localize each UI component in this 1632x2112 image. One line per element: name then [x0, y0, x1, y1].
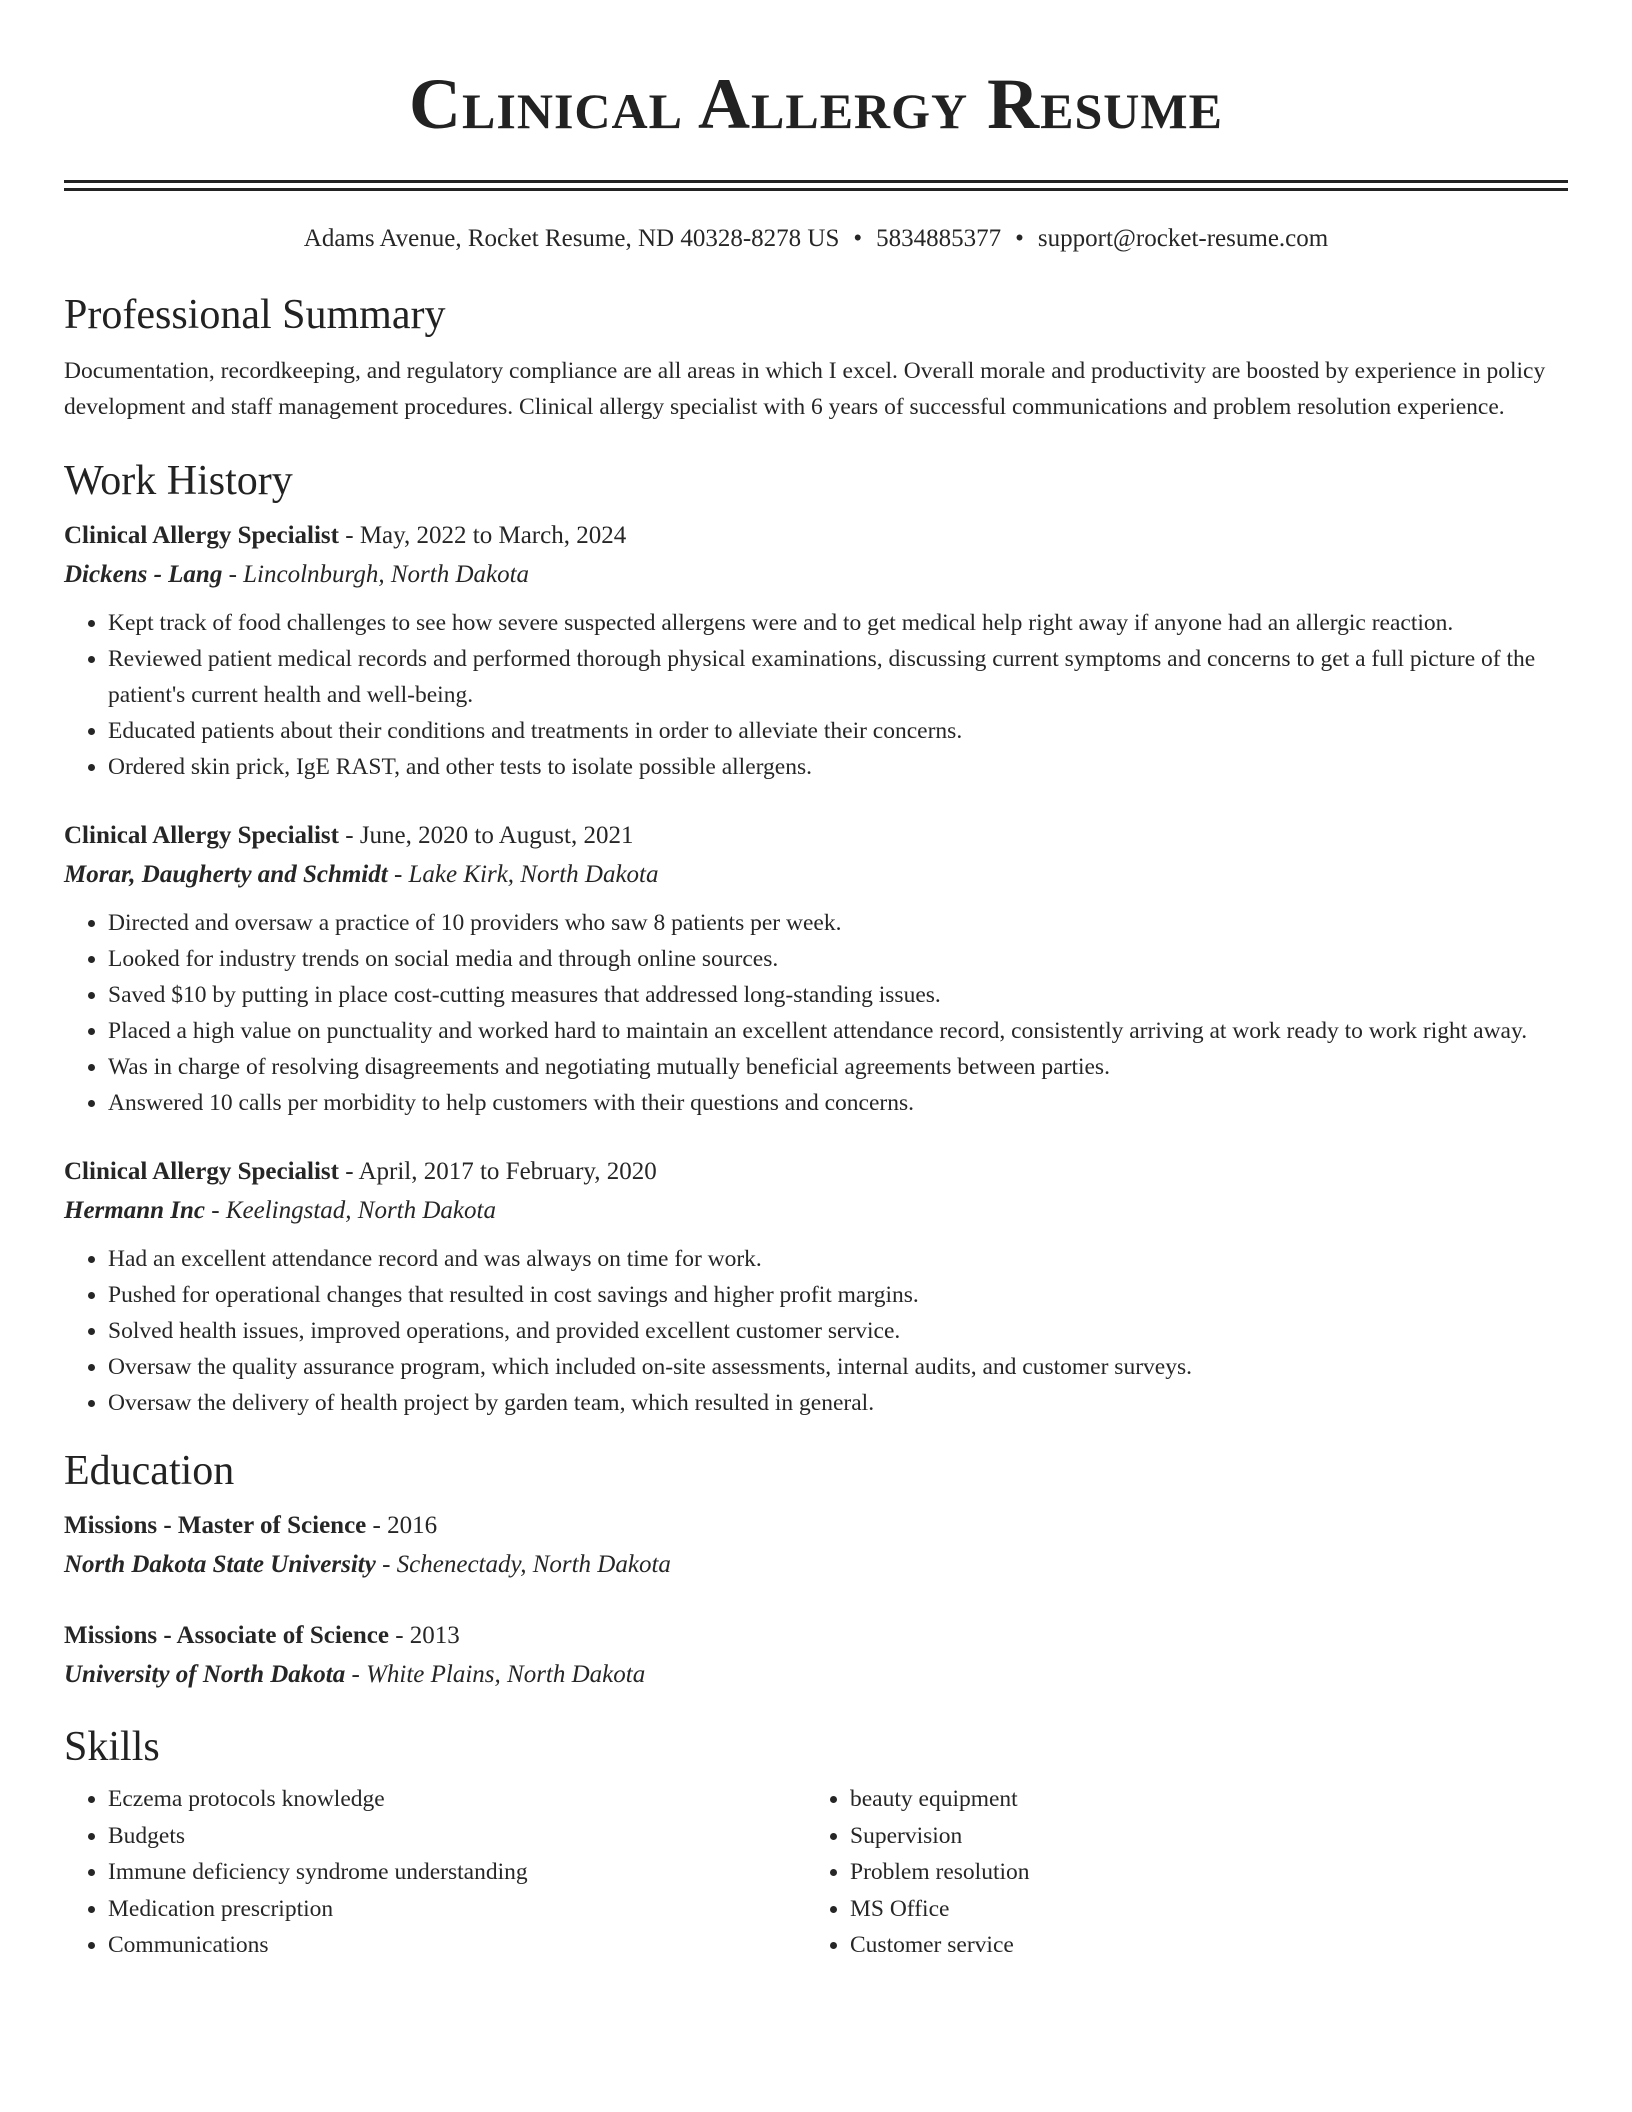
- education-entry: [64, 1617, 1568, 1695]
- contact-separator: •: [853, 225, 863, 252]
- summary-section: [64, 287, 1568, 425]
- list-item: • Had an excellent attendance record and was always on time for work.: [108, 1241, 1568, 1277]
- list-item: • Customer service: [850, 1927, 1548, 1964]
- job-entry: [64, 817, 1568, 1121]
- skills-list-left: [64, 1781, 806, 1964]
- job-dates: - April, 2017 to February, 2020: [339, 1158, 657, 1185]
- skills-heading: Skills: [64, 1724, 160, 1770]
- list-item: • Budgets: [108, 1818, 806, 1855]
- education-heading: Education: [64, 1448, 235, 1494]
- list-item: • Problem resolution: [850, 1854, 1548, 1891]
- degree-year: - 2016: [366, 1512, 438, 1539]
- list-item: • Medication prescription: [108, 1891, 806, 1928]
- list-item: • Looked for industry trends on social media and through online sources.: [108, 941, 1568, 977]
- list-item: • Eczema protocols knowledge: [108, 1781, 806, 1818]
- work-history-section: [64, 453, 1568, 1421]
- job-title-line: [64, 1153, 1568, 1191]
- list-item: • Oversaw the quality assurance program, which included on-site assessments, internal audits, and customer surveys.: [108, 1349, 1568, 1385]
- job-title: Clinical Allergy Specialist: [64, 522, 339, 549]
- list-item: • Answered 10 calls per morbidity to help customers with their questions and concerns.: [108, 1085, 1568, 1121]
- resume-title: Clinical Allergy Resume: [409, 64, 1223, 144]
- job-title-line: [64, 517, 1568, 555]
- job-dates: - June, 2020 to August, 2021: [339, 822, 634, 849]
- list-item: • Oversaw the delivery of health project by garden team, which resulted in general.: [108, 1385, 1568, 1421]
- degree: Missions - Associate of Science: [64, 1622, 389, 1649]
- title-double-rule: [64, 180, 1568, 191]
- summary-heading: Professional Summary: [64, 292, 446, 338]
- job-company-line: [64, 555, 1568, 595]
- list-item: • Ordered skin prick, IgE RAST, and other tests to isolate possible allergens.: [108, 749, 1568, 785]
- contact-line: [64, 221, 1568, 257]
- job-title: Clinical Allergy Specialist: [64, 1158, 339, 1185]
- school-location: - White Plains, North Dakota: [345, 1661, 646, 1688]
- degree-year: - 2013: [388, 1622, 460, 1649]
- education-section: [64, 1443, 1568, 1695]
- list-item: • Supervision: [850, 1818, 1548, 1855]
- job-dates: - May, 2022 to March, 2024: [339, 522, 627, 549]
- job-location: - Keelingstad, North Dakota: [205, 1197, 496, 1224]
- list-item: • Immune deficiency syndrome understanding: [108, 1854, 806, 1891]
- school-location: - Schenectady, North Dakota: [375, 1551, 671, 1578]
- job-bullets: [64, 605, 1568, 785]
- school: University of North Dakota: [64, 1661, 346, 1688]
- education-entry: [64, 1507, 1568, 1585]
- skills-columns: [64, 1781, 1568, 1964]
- job-company: Hermann Inc: [64, 1197, 206, 1224]
- list-item: • Educated patients about their conditions and treatments in order to alleviate their concerns.: [108, 713, 1568, 749]
- school: North Dakota State University: [64, 1551, 376, 1578]
- job-company-line: [64, 855, 1568, 895]
- job-entry: [64, 1153, 1568, 1421]
- list-item: • Kept track of food challenges to see how severe suspected allergens were and to get medical help right away if anyone had an allergic reaction.: [108, 605, 1568, 641]
- contact-phone[interactable]: 5834885377: [876, 225, 1002, 252]
- contact-email[interactable]: support@rocket-resume.com: [1037, 225, 1329, 252]
- degree-line: [64, 1507, 1568, 1545]
- list-item: • Solved health issues, improved operations, and provided excellent customer service.: [108, 1313, 1568, 1349]
- job-title: Clinical Allergy Specialist: [64, 822, 339, 849]
- list-item: • Communications: [108, 1927, 806, 1964]
- summary-text: Documentation, recordkeeping, and regulatory compliance are all areas in which I excel. Overall morale and productivity are boosted by experience in policy development and staff management procedures. Clinical allergy specialist with 6 years of successful communications and problem resolution experience.: [64, 358, 1546, 420]
- job-location: - Lincolnburgh, North Dakota: [222, 561, 530, 588]
- list-item: • Pushed for operational changes that resulted in cost savings and higher profit margins.: [108, 1277, 1568, 1313]
- job-location: - Lake Kirk, North Dakota: [387, 861, 659, 888]
- school-line: [64, 1655, 1568, 1695]
- job-company: Morar, Daugherty and Schmidt: [64, 861, 388, 888]
- job-bullets: [64, 905, 1568, 1121]
- work-history-heading: Work History: [64, 458, 293, 504]
- contact-address: Adams Avenue, Rocket Resume, ND 40328-8278 US: [303, 225, 840, 252]
- skills-list-right: [806, 1781, 1548, 1964]
- job-company-line: [64, 1191, 1568, 1231]
- list-item: • Directed and oversaw a practice of 10 providers who saw 8 patients per week.: [108, 905, 1568, 941]
- degree: Missions - Master of Science: [64, 1512, 367, 1539]
- list-item: • Reviewed patient medical records and performed thorough physical examinations, discussing current symptoms and concerns to get a full picture of the patient's current health and well-being.: [108, 641, 1568, 713]
- list-item: • Saved $10 by putting in place cost-cutting measures that addressed long-standing issues.: [108, 977, 1568, 1013]
- job-title-line: [64, 817, 1568, 855]
- job-entry: [64, 517, 1568, 785]
- contact-separator: •: [1015, 225, 1024, 252]
- list-item: • Placed a high value on punctuality and worked hard to maintain an excellent attendance record, consistently arriving at work ready to work right away.: [108, 1013, 1568, 1049]
- skills-section: [64, 1719, 1568, 1964]
- job-bullets: [64, 1241, 1568, 1421]
- list-item: • Was in charge of resolving disagreements and negotiating mutually beneficial agreements between parties.: [108, 1049, 1568, 1085]
- list-item: • beauty equipment: [850, 1781, 1548, 1818]
- list-item: • MS Office: [850, 1891, 1548, 1928]
- job-company: Dickens - Lang: [64, 561, 223, 588]
- degree-line: [64, 1617, 1568, 1655]
- school-line: [64, 1545, 1568, 1585]
